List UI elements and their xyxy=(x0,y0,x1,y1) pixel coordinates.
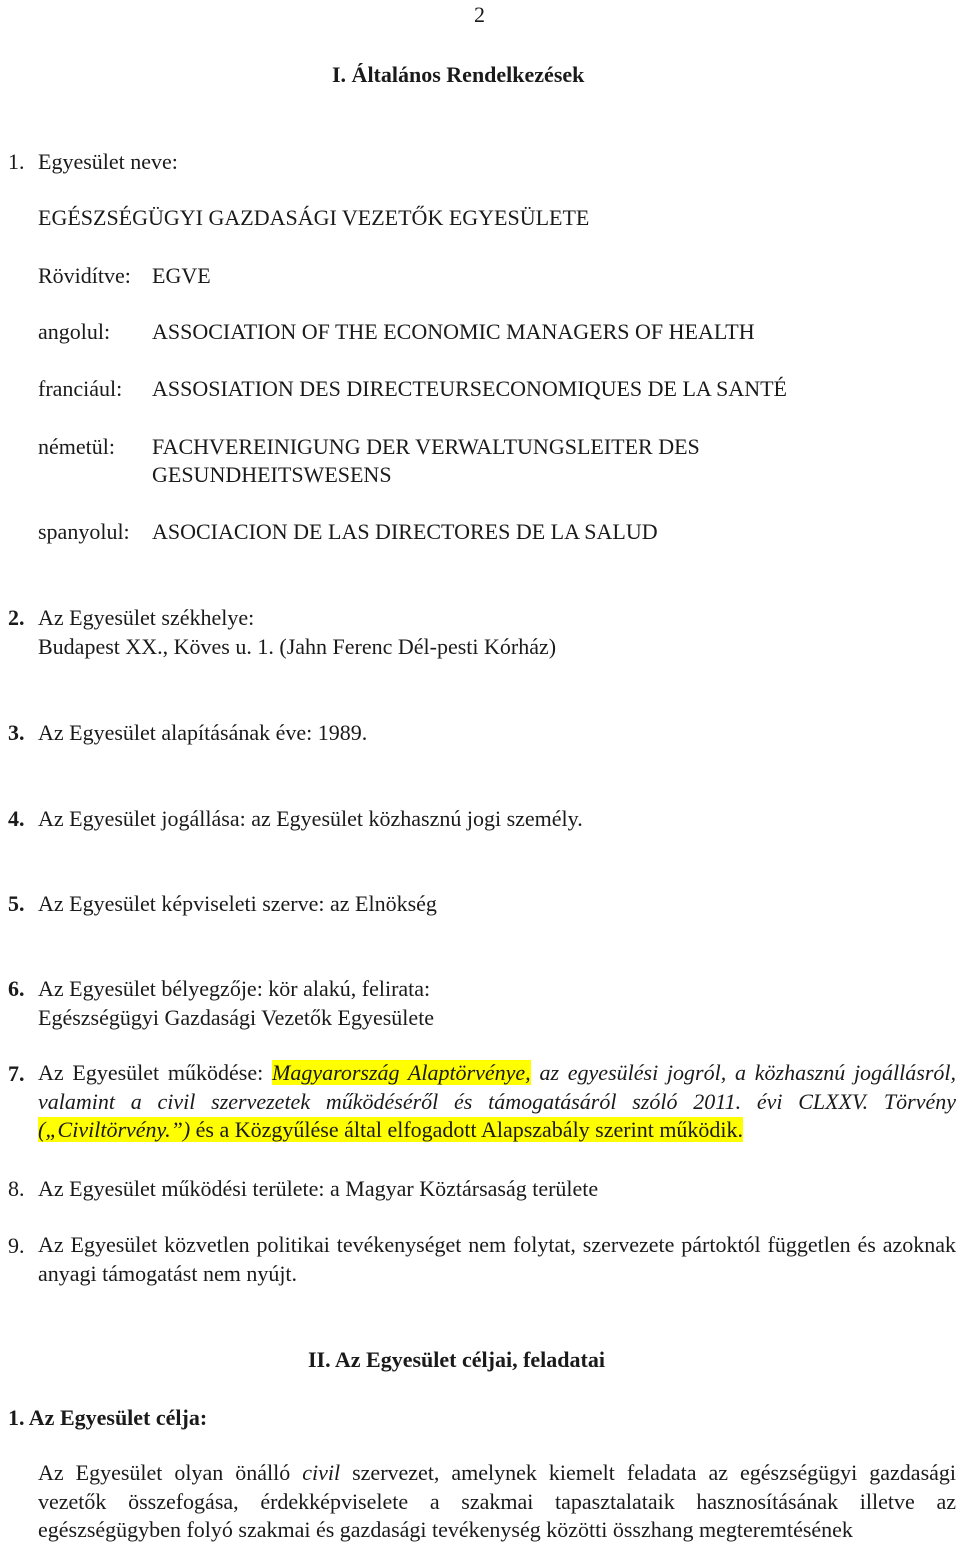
item-2-number: 2. xyxy=(8,605,25,630)
item-7-highlight-rest xyxy=(38,1117,743,1142)
section-2-subtitle: 1. Az Egyesület célja: xyxy=(8,1405,208,1430)
abbr-label: Rövidítve: xyxy=(38,263,131,288)
item-2-address: Budapest XX., Köves u. 1. (Jahn Ferenc Dél-pesti Kórház) xyxy=(38,634,557,659)
item-9-text: Az Egyesület közvetlen politikai tevékenységet nem folytat, szervezete pártoktól független és azoknak anyagi támogatást nem nyújt. xyxy=(38,1232,956,1286)
section-2-title: II. Az Egyesület céljai, feladatai xyxy=(308,1347,605,1372)
lang-label-german: németül: xyxy=(38,434,115,459)
item-6-number: 6. xyxy=(8,976,25,1001)
item-7-paragraph xyxy=(38,1059,956,1145)
item-3-text: Az Egyesület alapításának éve: 1989. xyxy=(38,720,368,745)
lang-label-spanish: spanyolul: xyxy=(38,519,130,544)
item-7-number: 7. xyxy=(8,1061,25,1086)
section-1-title: I. Általános Rendelkezések xyxy=(332,62,585,87)
item-8-number: 8. xyxy=(8,1176,25,1201)
item-6-inscription: Egészségügyi Gazdasági Vezetők Egyesülete xyxy=(38,1005,435,1030)
item-6-text: Az Egyesület bélyegzője: kör alakú, felirata: xyxy=(38,976,431,1001)
paragraph-start: Az Egyesület olyan önálló xyxy=(38,1460,291,1485)
item-8-text: Az Egyesület működési területe: a Magyar Köztársaság területe xyxy=(38,1176,599,1201)
item-3-number: 3. xyxy=(8,720,25,745)
section-2-paragraph xyxy=(38,1459,956,1545)
item-7-statute: és a Közgyűlése által elfogadott Alapszabály szerint működik. xyxy=(195,1117,744,1142)
paragraph-civil: civil xyxy=(302,1460,341,1485)
lang-label-french: franciául: xyxy=(38,376,123,401)
page-number: 2 xyxy=(474,2,485,27)
association-full-name: EGÉSZSÉGÜGYI GAZDASÁGI VEZETŐK EGYESÜLETE xyxy=(38,205,590,230)
item-7-highlight-constitution: Magyarország Alaptörvénye, xyxy=(272,1060,531,1085)
name-french: ASSOSIATION DES DIRECTEURSECONOMIQUES DE LA SANTÉ xyxy=(152,376,787,401)
item-7-law-reference: az egyesülési jogról, a közhasznú jogállásról, valamint a civil szervezetek működéséről és támogatásáról szóló 2011. évi CLXXV. Törvény xyxy=(38,1060,957,1114)
item-5-text: Az Egyesület képviseleti szerve: az Elnökség xyxy=(38,891,437,916)
item-2-text: Az Egyesület székhelye: xyxy=(38,605,255,630)
name-german: FACHVEREINIGUNG DER VERWALTUNGSLEITER DES xyxy=(152,434,700,459)
name-english: ASSOCIATION OF THE ECONOMIC MANAGERS OF HEALTH xyxy=(152,319,755,344)
item-1-label: Egyesület neve: xyxy=(38,149,178,174)
item-1-number: 1. xyxy=(8,149,25,174)
name-german-line2: GESUNDHEITSWESENS xyxy=(152,462,392,487)
name-spanish: ASOCIACION DE LAS DIRECTORES DE LA SALUD xyxy=(152,519,658,544)
item-5-number: 5. xyxy=(8,891,25,916)
lang-label-english: angolul: xyxy=(38,319,111,344)
item-7-civil-law: („Civiltörvény.”) xyxy=(38,1117,191,1142)
paragraph-rest: szervezet, amelynek kiemelt feladata az egészségügyi gazdasági vezetők összefogása, érdekképviselete a szakmai tapasztalataik hasznosításának illetve az egészségügyben folyó szakmai és gazdasági tevékenység közötti összhang megteremtésének xyxy=(38,1460,957,1542)
item-4-text: Az Egyesület jogállása: az Egyesület közhasznú jogi személy. xyxy=(38,806,583,831)
item-7-prefix: Az Egyesület működése: xyxy=(38,1060,264,1085)
abbr-value: EGVE xyxy=(152,263,211,288)
item-4-number: 4. xyxy=(8,806,25,831)
item-9-number: 9. xyxy=(8,1233,25,1258)
